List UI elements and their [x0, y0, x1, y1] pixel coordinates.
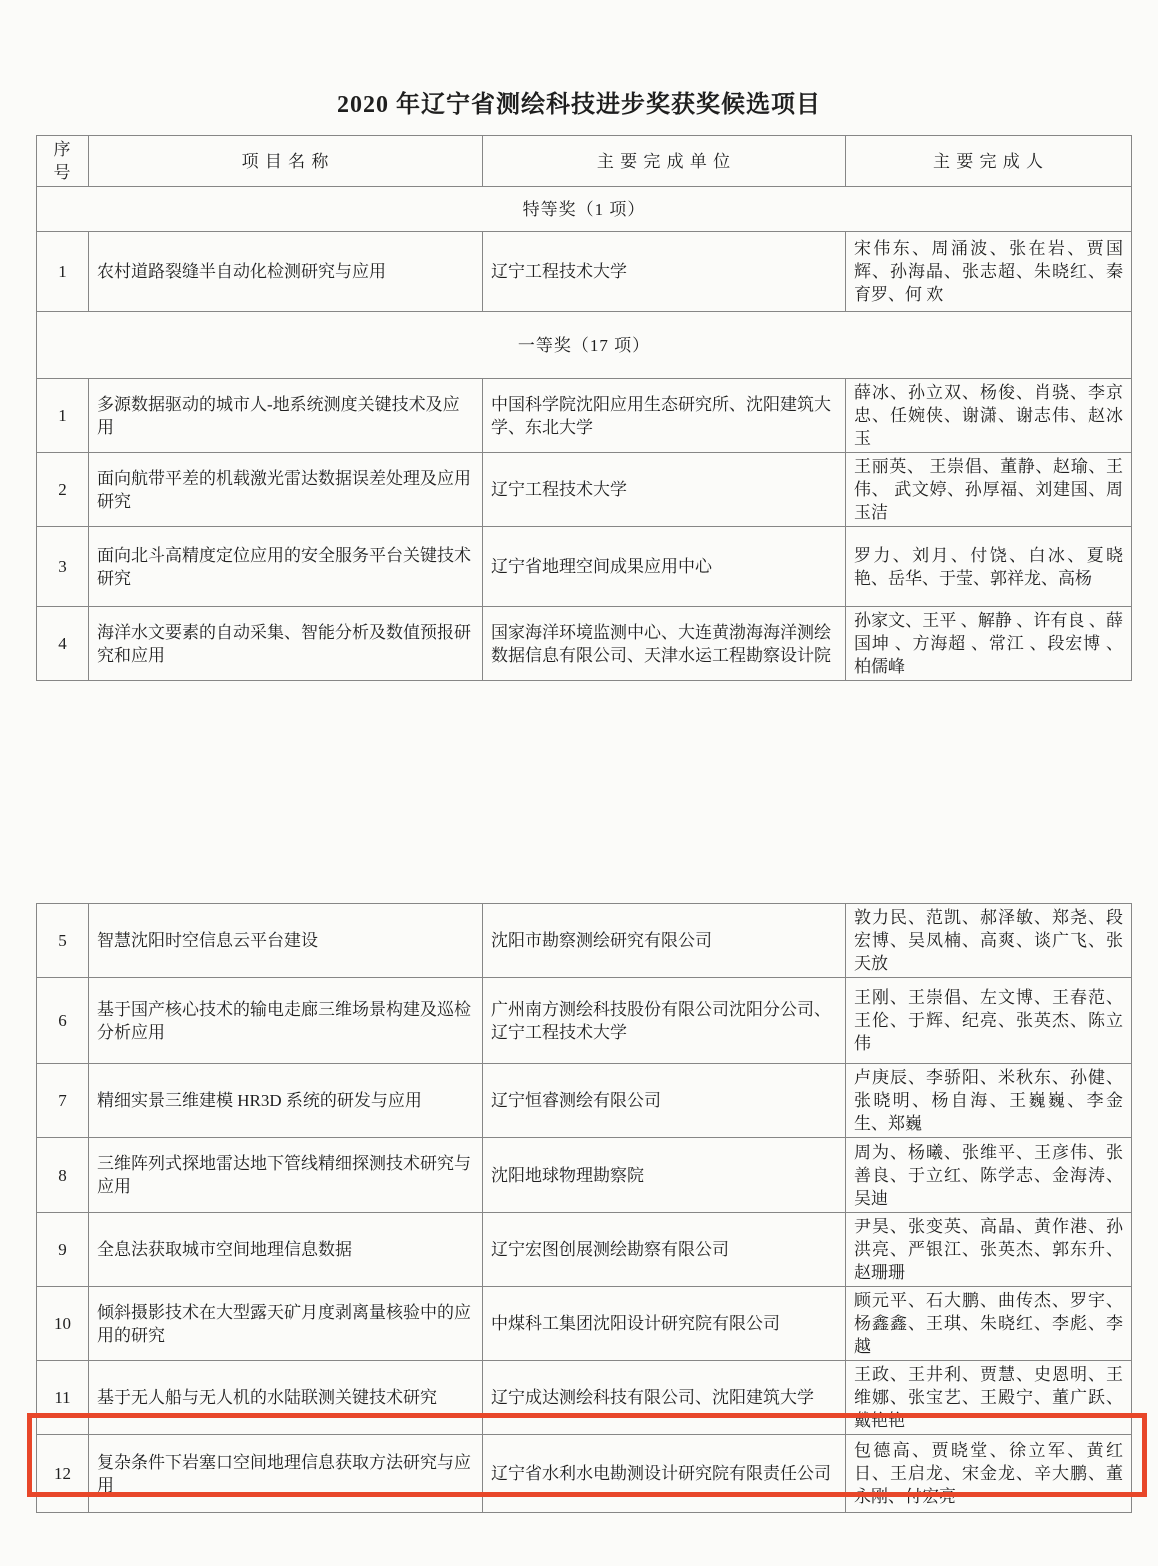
cell-project: 农村道路裂缝半自动化检测研究与应用 — [89, 232, 483, 312]
cell-unit: 中国科学院沈阳应用生态研究所、沈阳建筑大学、东北大学 — [483, 379, 846, 453]
table-row — [37, 1064, 1132, 1138]
header-project: 项 目 名 称 — [89, 136, 483, 187]
cell-person: 孙家文、王平 、解静 、许有良 、薛国坤 、方海超 、常江 、段宏博 、柏儒峰 — [846, 607, 1132, 681]
cell-project: 智慧沈阳时空信息云平台建设 — [89, 904, 483, 978]
cell-person: 薛冰、孙立双、杨俊、肖骁、李京忠、任婉侠、谢潇、谢志伟、赵冰玉 — [846, 379, 1132, 453]
section-label-first: 一等奖（17 项） — [37, 312, 1132, 379]
table-row — [37, 1287, 1132, 1361]
table-row — [37, 232, 1132, 312]
table-row — [37, 1361, 1132, 1435]
cell-person: 卢庚辰、李骄阳、米秋东、孙健、张晓明、杨自海、王巍巍、李金生、郑巍 — [846, 1064, 1132, 1138]
cell-unit: 沈阳市勘察测绘研究有限公司 — [483, 904, 846, 978]
awards-table-page2 — [36, 903, 1132, 1513]
cell-index: 4 — [37, 607, 89, 681]
cell-project: 面向北斗高精度定位应用的安全服务平台关键技术研究 — [89, 527, 483, 607]
cell-unit: 辽宁工程技术大学 — [483, 453, 846, 527]
cell-project: 倾斜摄影技术在大型露天矿月度剥离量核验中的应用的研究 — [89, 1287, 483, 1361]
section-row-special — [37, 187, 1132, 232]
cell-person: 包德高、贾晓堂、徐立军、黄红日、王启龙、宋金龙、辛大鹏、董永刚、付宏亮 — [846, 1435, 1132, 1513]
cell-person: 王丽英、 王崇倡、董静、赵瑜、王伟、 武文婷、孙厚福、刘建国、周玉洁 — [846, 453, 1132, 527]
cell-project: 基于国产核心技术的输电走廊三维场景构建及巡检分析应用 — [89, 978, 483, 1064]
cell-index: 7 — [37, 1064, 89, 1138]
cell-unit: 辽宁省水利水电勘测设计研究院有限责任公司 — [483, 1435, 846, 1513]
cell-index: 5 — [37, 904, 89, 978]
cell-unit: 中煤科工集团沈阳设计研究院有限公司 — [483, 1287, 846, 1361]
cell-unit: 辽宁宏图创展测绘勘察有限公司 — [483, 1213, 846, 1287]
table-row — [37, 379, 1132, 453]
cell-project: 面向航带平差的机载激光雷达数据误差处理及应用研究 — [89, 453, 483, 527]
table-row — [37, 607, 1132, 681]
table-header-row — [37, 136, 1132, 187]
cell-index: 1 — [37, 379, 89, 453]
cell-unit: 辽宁工程技术大学 — [483, 232, 846, 312]
table-row — [37, 1138, 1132, 1213]
table-row — [37, 527, 1132, 607]
cell-person: 罗力、刘月、付饶、白冰、夏晓艳、岳华、于莹、郭祥龙、高杨 — [846, 527, 1132, 607]
table-row-highlighted — [37, 1435, 1132, 1513]
cell-project: 全息法获取城市空间地理信息数据 — [89, 1213, 483, 1287]
table-row — [37, 978, 1132, 1064]
table-row — [37, 904, 1132, 978]
page-title: 2020 年辽宁省测绘科技进步奖获奖候选项目 — [337, 92, 821, 118]
cell-person: 尹昊、张变英、高晶、黄作港、孙洪亮、严银江、张英杰、郭东升、赵珊珊 — [846, 1213, 1132, 1287]
cell-unit: 辽宁省地理空间成果应用中心 — [483, 527, 846, 607]
cell-project: 复杂条件下岩塞口空间地理信息获取方法研究与应用 — [89, 1435, 483, 1513]
cell-project: 海洋水文要素的自动采集、智能分析及数值预报研究和应用 — [89, 607, 483, 681]
cell-index: 10 — [37, 1287, 89, 1361]
cell-unit: 沈阳地球物理勘察院 — [483, 1138, 846, 1213]
cell-project: 三维阵列式探地雷达地下管线精细探测技术研究与应用 — [89, 1138, 483, 1213]
cell-unit: 辽宁恒睿测绘有限公司 — [483, 1064, 846, 1138]
header-unit: 主 要 完 成 单 位 — [483, 136, 846, 187]
cell-index: 8 — [37, 1138, 89, 1213]
cell-index: 12 — [37, 1435, 89, 1513]
cell-index: 6 — [37, 978, 89, 1064]
table-row — [37, 1213, 1132, 1287]
section-row-first — [37, 312, 1132, 379]
cell-person: 顾元平、石大鹏、曲传杰、罗宇、杨鑫鑫、王琪、朱晓红、李彪、李越 — [846, 1287, 1132, 1361]
cell-index: 2 — [37, 453, 89, 527]
cell-person: 王刚、王崇倡、左文博、王春范、王伦、于辉、纪亮、张英杰、陈立伟 — [846, 978, 1132, 1064]
cell-unit: 辽宁成达测绘科技有限公司、沈阳建筑大学 — [483, 1361, 846, 1435]
cell-index: 1 — [37, 232, 89, 312]
cell-index: 9 — [37, 1213, 89, 1287]
cell-person: 宋伟东、周涌波、张在岩、贾国辉、孙海晶、张志超、朱晓红、秦育罗、何 欢 — [846, 232, 1132, 312]
cell-person: 王政、王井利、贾慧、史恩明、王维娜、张宝艺、王殿宁、董广跃、戴艳艳 — [846, 1361, 1132, 1435]
table-row — [37, 453, 1132, 527]
cell-index: 3 — [37, 527, 89, 607]
cell-person: 敦力民、范凯、郝泽敏、郑尧、段宏博、吴凤楠、高爽、谈广飞、张天放 — [846, 904, 1132, 978]
cell-project: 精细实景三维建模 HR3D 系统的研发与应用 — [89, 1064, 483, 1138]
cell-project: 基于无人船与无人机的水陆联测关键技术研究 — [89, 1361, 483, 1435]
cell-unit: 国家海洋环境监测中心、大连黄渤海海洋测绘数据信息有限公司、天津水运工程勘察设计院 — [483, 607, 846, 681]
cell-unit: 广州南方测绘科技股份有限公司沈阳分公司、辽宁工程技术大学 — [483, 978, 846, 1064]
cell-person: 周为、杨曦、张维平、王彦伟、张善良、于立红、陈学志、金海涛、吴迪 — [846, 1138, 1132, 1213]
header-index: 序号 — [37, 136, 89, 187]
cell-project: 多源数据驱动的城市人-地系统测度关键技术及应用 — [89, 379, 483, 453]
section-label-special: 特等奖（1 项） — [37, 187, 1132, 232]
awards-table-page1 — [36, 135, 1132, 681]
header-person: 主 要 完 成 人 — [846, 136, 1132, 187]
cell-index: 11 — [37, 1361, 89, 1435]
